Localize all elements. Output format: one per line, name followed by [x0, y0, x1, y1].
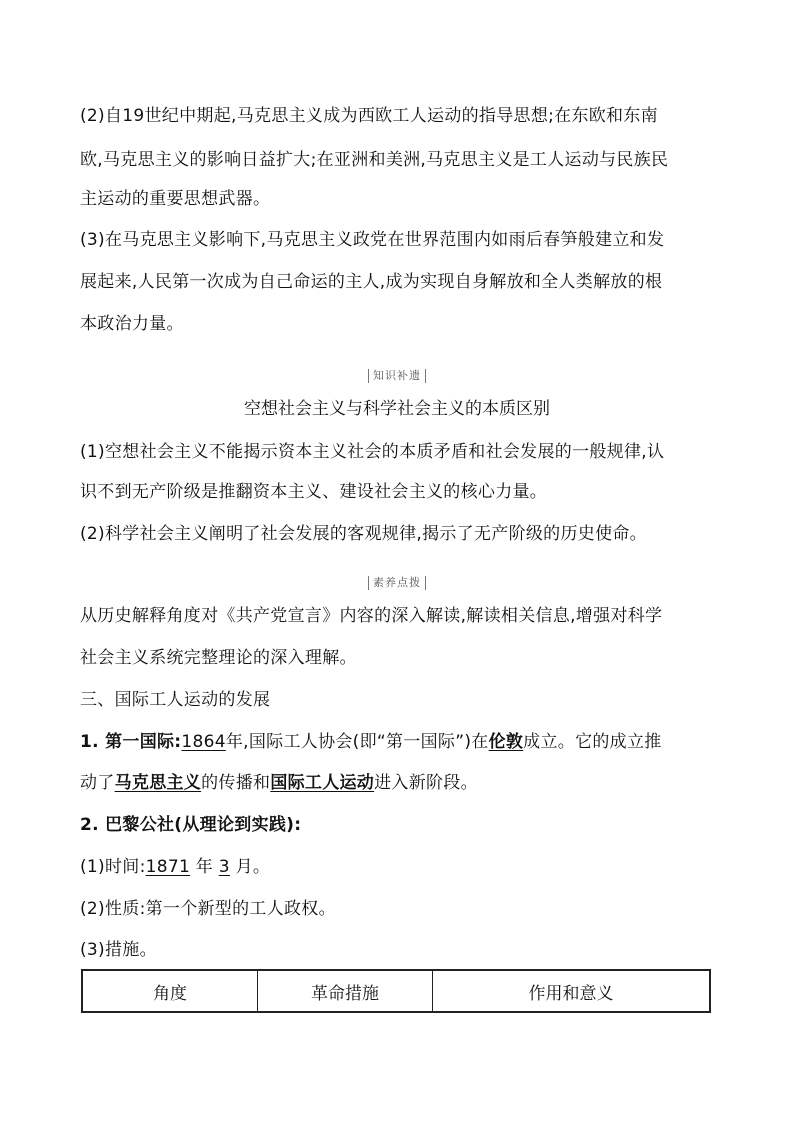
paragraph-line: 社会主义系统完整理论的深入理解。: [80, 648, 357, 668]
answer-month: 3: [218, 857, 230, 877]
text-span: 进入新阶段。: [374, 773, 478, 793]
text-span: 月。: [229, 857, 271, 877]
answer-year: 1871: [145, 857, 191, 877]
paragraph-line: (1)空想社会主义不能揭示资本主义社会的本质矛盾和社会发展的一般规律,认: [80, 442, 665, 462]
table-header-row: [82, 970, 710, 1012]
badge-label: 素养点拨: [368, 576, 426, 590]
answer-ideology: 马克思主义: [114, 773, 202, 793]
paris-commune-nature: (2)性质:第一个新型的工人政权。: [80, 899, 336, 919]
table-header-cell: 角度: [82, 970, 258, 1012]
literacy-badge: [0, 571, 794, 590]
paragraph-line: (2)科学社会主义阐明了社会发展的客观规律,揭示了无产阶级的历史使命。: [80, 524, 647, 544]
first-international-line: [80, 731, 662, 753]
answer-movement: 国际工人运动: [270, 773, 375, 793]
text-span: 年,国际工人协会(即“第一国际”)在: [225, 732, 489, 752]
text-span: 成立。它的成立推: [523, 732, 662, 752]
paris-commune-time: [80, 856, 270, 878]
paragraph-line: 识不到无产阶级是推翻资本主义、建设社会主义的核心力量。: [80, 482, 548, 502]
knowledge-supplement-badge: [0, 364, 794, 383]
table-header-cell: 革命措施: [258, 970, 433, 1012]
paragraph-line: 主运动的重要思想武器。: [80, 189, 271, 209]
answer-city: 伦敦: [488, 732, 524, 752]
paragraph-line: 欧,马克思主义的影响日益扩大;在亚洲和美洲,马克思主义是工人运动与民族民: [80, 150, 669, 170]
text-span: (1)时间:: [80, 857, 146, 877]
paris-commune-measures: (3)措施。: [80, 940, 157, 960]
paragraph-line: 从历史解释角度对《共产党宣言》内容的深入解读,解读相关信息,增强对科学: [80, 606, 663, 626]
paragraph-line: 展起来,人民第一次成为自己命运的主人,成为实现自身解放和全人类解放的根: [80, 272, 663, 292]
paragraph-line: 本政治力量。: [80, 314, 184, 334]
paragraph-line: (2)自19世纪中期起,马克思主义成为西欧工人运动的指导思想;在东欧和东南: [80, 106, 658, 126]
badge-label: 知识补遗: [368, 369, 426, 383]
text-span: 年: [190, 857, 219, 877]
first-international-line-2: [80, 772, 478, 794]
paris-commune-label: 2. 巴黎公社(从理论到实践):: [80, 815, 302, 835]
text-span: 动了: [80, 773, 115, 793]
answer-year: 1864: [181, 732, 226, 752]
item-label: 1. 第一国际:: [80, 732, 182, 752]
paragraph-line: (3)在马克思主义影响下,马克思主义政党在世界范围内如雨后春笋般建立和发: [80, 230, 665, 250]
measures-table: [81, 969, 711, 1013]
section-heading: 空想社会主义与科学社会主义的本质区别: [244, 399, 550, 419]
text-span: 的传播和: [201, 773, 271, 793]
part-heading: 三、国际工人运动的发展: [80, 690, 271, 710]
table-header-cell: 作用和意义: [433, 970, 711, 1012]
